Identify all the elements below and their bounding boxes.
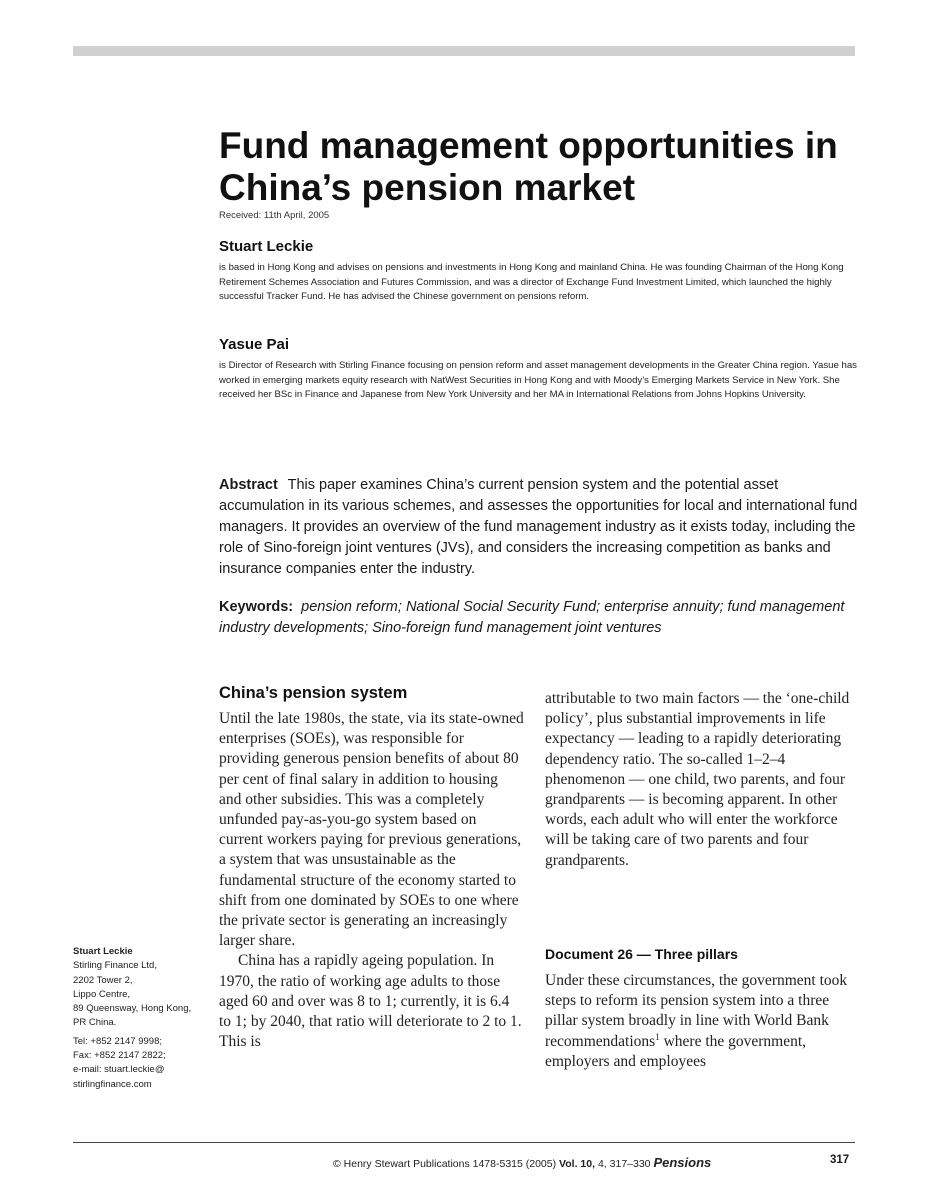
contact-fax: Fax: +852 2147 2822; [73, 1050, 166, 1062]
contact-address-line: PR China. [73, 1017, 117, 1029]
header-rule [73, 46, 855, 56]
author-name-2: Yasue Pai [219, 336, 290, 353]
title-line-1: Fund management opportunities in [219, 125, 838, 166]
article-title [219, 125, 879, 209]
contact-address-line: 2202 Tower 2, [73, 974, 133, 986]
footer-issue-pages: 4, 317–330 [597, 1158, 651, 1170]
contact-address-line: 89 Queensway, Hong Kong, [73, 1003, 192, 1015]
contact-block [73, 945, 213, 1092]
contact-email[interactable]: e-mail: stuart.leckie@ [73, 1064, 165, 1076]
abstract [219, 475, 859, 580]
footer-journal-name: Pensions [653, 1155, 712, 1170]
contact-address-line: Stirling Finance Ltd, [73, 960, 157, 972]
body-column-left [219, 709, 524, 1052]
paragraph-3-text: Under these circumstances, the government took steps to reform its pension system into a three pillar system broadly in line with World Bank recommendations [545, 972, 848, 1050]
title-line-2: China’s pension market [219, 167, 636, 208]
section-heading-three-pillars: Document 26 — Three pillars [545, 946, 738, 962]
footer-citation [333, 1155, 711, 1170]
paragraph-1: Until the late 1980s, the state, via its state-owned enterprises (SOEs), was responsible for providing generous pension benefits of about 80 per cent of final salary in addition to housing and other subsidies. This was a completely unfunded pay-as-you-go system based on current workers paying for previous generations, a system that was unsustainable as the fundamental structure of the economy started to shift from one dominated by SOEs to one where the private sector is generating an increasingly larger share. [219, 710, 524, 950]
keywords [219, 597, 859, 639]
keywords-label: Keywords: [219, 599, 294, 615]
section-heading-pension-system: China’s pension system [219, 684, 408, 702]
paragraph-2: China has a rapidly ageing population. In 1970, the ratio of working age adults to those aged 60 and over was 8 to 1; currently, it is 6.4 to 1; by 2040, that ratio will deteriorate to 2 to 1. This is [219, 952, 522, 1051]
keywords-text: pension reform; National Social Security Fund; enterprise annuity; fund management industry developments; Sino-foreign fund management joint ventures [219, 599, 845, 636]
contact-email-cont[interactable]: stirlingfinance.com [73, 1078, 152, 1090]
body-column-right-top [545, 689, 850, 871]
abstract-label: Abstract [219, 477, 278, 493]
footer-rule [73, 1142, 855, 1143]
author-bio-2: is Director of Research with Stirling Finance focusing on pension reform and asset management developments in the Greater China region. Yasue has worked in emerging markets equity research with NatWest Securities in Hong Kong and with Moody’s Emerging Markets Service in New York. She received her BSc in Finance and Japanese from New York University and her MA in International Relations from Johns Hopkins University. [219, 360, 857, 401]
author-name-1: Stuart Leckie [219, 238, 314, 255]
paragraph-3 [545, 971, 855, 1072]
author-bio-1: is based in Hong Kong and advises on pensions and investments in Hong Kong and mainland China. He was founding Chairman of the Hong Kong Retirement Schemes Association and Futures Commission, and was a director of Exchange Fund Investment Limited, which launched the highly successful Tracker Fund. He has advised the Chinese government on pensions reform. [219, 262, 844, 303]
footer-publisher: © Henry Stewart Publications 1478-5315 (2005) [333, 1158, 557, 1170]
footer-volume: Vol. 10, [559, 1158, 596, 1170]
body-column-right-bottom [545, 971, 855, 1072]
footnote-ref-1[interactable]: 1 [655, 1031, 660, 1042]
abstract-text: This paper examines China’s current pension system and the potential asset accumulation in its various schemes, and assesses the opportunities for local and international fund managers. It provides an overview of the fund management industry as it exists today, including the role of Sino-foreign joint ventures (JVs), and considers the increasing competition as banks and insurance companies enter the industry. [219, 477, 858, 577]
received-date: Received: 11th April, 2005 [219, 210, 330, 221]
paragraph-3-text-cont: where the government, employers and employees [545, 1032, 807, 1070]
contact-address-line: Lippo Centre, [73, 988, 131, 1000]
page-number: 317 [830, 1154, 850, 1166]
contact-tel: Tel: +852 2147 9998; [73, 1035, 163, 1047]
paragraph-2-continued: attributable to two main factors — the ‘one-child policy’, plus substantial improvements in life expectancy — leading to a rapidly deteriorating dependency ratio. The so-called 1–2–4 phenomenon — one child, two parents, and four grandparents — is becoming apparent. In other words, each adult who will enter the workforce will be taking care of two parents and four grandparents. [545, 690, 850, 869]
contact-name: Stuart Leckie [73, 946, 133, 957]
